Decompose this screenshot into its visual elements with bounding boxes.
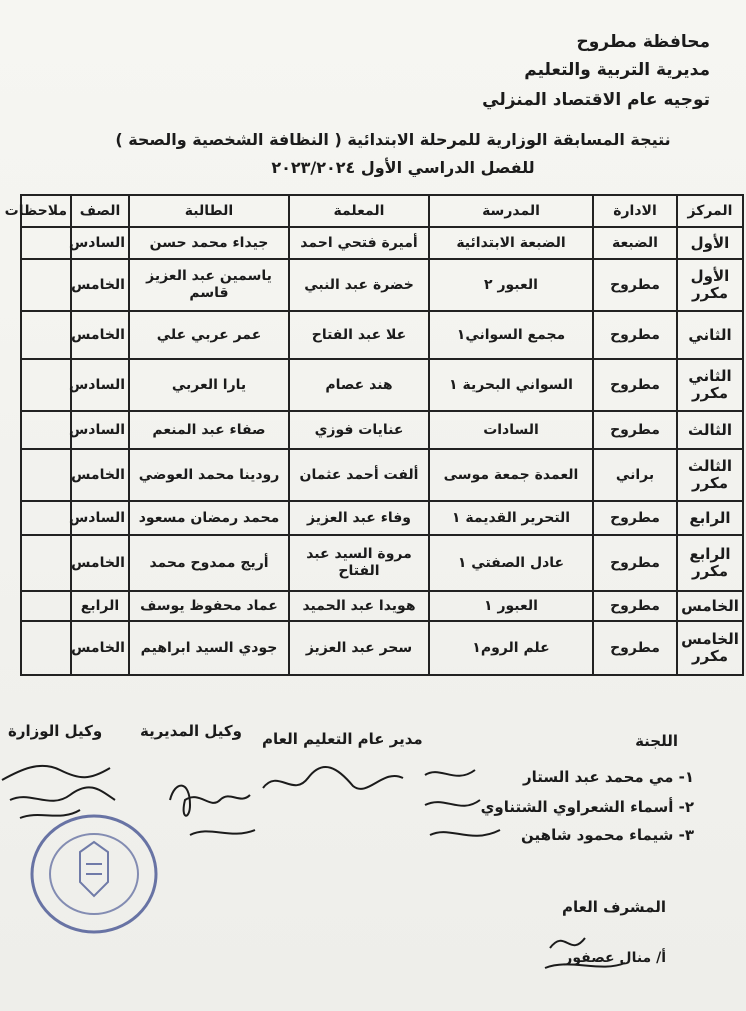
results-table [4,194,744,676]
committee-member-2: ٢- أسماء الشعراوي الشتناوي [480,798,694,816]
cell-admin: مطروح [593,621,677,675]
header-governorate: محافظة مطروح [576,32,710,52]
committee-member-3: ٣- شيماء محمود شاهين [521,826,694,844]
cell-admin: مطروح [593,411,677,449]
col-header-student: الطالبة [129,195,289,227]
cell-student: جودي السيد ابراهيم [129,621,289,675]
cell-rank: الأول مكرر [677,259,743,311]
cell-student: أريج ممدوح محمد [129,535,289,591]
cell-rank: الأول [677,227,743,259]
col-header-school: المدرسة [429,195,593,227]
cell-teacher: هند عصام [289,359,429,411]
cell-teacher: أميرة فتحي احمد [289,227,429,259]
official-stamp-icon [28,812,160,936]
table-row [21,359,743,411]
table-row [21,311,743,359]
header-directorate: مديرية التربية والتعليم [524,60,710,80]
cell-grade: الخامس [71,449,129,501]
cell-school: العبور ١ [429,591,593,621]
general-supervisor-name: أ/ منال عصفور [564,950,666,966]
cell-school: علم الروم١ [429,621,593,675]
label-directorate-deputy: وكيل المديرية [140,722,242,740]
cell-student: عمر عربي علي [129,311,289,359]
label-committee: اللجنة [635,732,678,750]
label-general-supervisor: المشرف العام [562,898,666,916]
cell-grade: الخامس [71,621,129,675]
cell-school: العمدة جمعة موسى [429,449,593,501]
document-subtitle: للفصل الدراسي الأول ٢٠٢٣/٢٠٢٤ [271,158,535,177]
cell-teacher: عنايات فوزي [289,411,429,449]
cell-admin: مطروح [593,359,677,411]
cell-rank: الثالث مكرر [677,449,743,501]
cell-grade: السادس [71,359,129,411]
cell-admin: مطروح [593,311,677,359]
cell-grade: الخامس [71,535,129,591]
cell-grade: الرابع [71,591,129,621]
cell-teacher: خضرة عبد النبي [289,259,429,311]
cell-student: يارا العربي [129,359,289,411]
cell-teacher: وفاء عبد العزيز [289,501,429,535]
cell-grade: السادس [71,501,129,535]
cell-notes [21,591,71,621]
supervisor-signature-icon [540,918,630,978]
label-general-director: مدير عام التعليم العام [262,730,423,748]
label-ministry-deputy: وكيل الوزارة [8,722,103,740]
cell-teacher: هويدا عبد الحميد [289,591,429,621]
col-header-rank: المركز [677,195,743,227]
cell-school: السادات [429,411,593,449]
table-row [21,501,743,535]
committee-signatures-icon [420,760,510,850]
cell-school: العبور ٢ [429,259,593,311]
table-row [21,535,743,591]
table-header-row [21,195,743,227]
cell-admin: الضبعة [593,227,677,259]
cell-notes [21,411,71,449]
header-department: توجيه عام الاقتصاد المنزلي [482,90,710,110]
cell-school: مجمع السواني١ [429,311,593,359]
directorate-deputy-signature-icon [160,760,270,850]
table-row [21,411,743,449]
cell-notes [21,359,71,411]
cell-student: ياسمين عبد العزيز قاسم [129,259,289,311]
table-row [21,591,743,621]
cell-notes [21,621,71,675]
cell-grade: الخامس [71,259,129,311]
cell-rank: الثالث [677,411,743,449]
cell-admin: مطروح [593,591,677,621]
cell-student: جيداء محمد حسن [129,227,289,259]
cell-admin: براني [593,449,677,501]
document-title: نتيجة المسابقة الوزارية للمرحلة الابتدائية ( النظافة الشخصية والصحة ) [115,130,671,149]
cell-notes [21,535,71,591]
cell-student: محمد رمضان مسعود [129,501,289,535]
cell-student: رودينا محمد العوضي [129,449,289,501]
cell-rank: الرابع [677,501,743,535]
cell-rank: الرابع مكرر [677,535,743,591]
cell-notes [21,449,71,501]
cell-notes [21,501,71,535]
table-row [21,259,743,311]
cell-admin: مطروح [593,501,677,535]
committee-member-1: ١- مي محمد عبد الستار [522,768,694,786]
col-header-notes: ملاحظات [21,195,71,227]
cell-notes [21,227,71,259]
cell-grade: السادس [71,227,129,259]
cell-rank: الخامس مكرر [677,621,743,675]
cell-rank: الثاني [677,311,743,359]
cell-school: عادل الصفتي ١ [429,535,593,591]
cell-teacher: ألفت أحمد عثمان [289,449,429,501]
cell-school: التحرير القديمة ١ [429,501,593,535]
cell-grade: الخامس [71,311,129,359]
col-header-teacher: المعلمة [289,195,429,227]
cell-student: صفاء عبد المنعم [129,411,289,449]
cell-rank: الثاني مكرر [677,359,743,411]
table-row [21,449,743,501]
col-header-grade: الصف [71,195,129,227]
cell-rank: الخامس [677,591,743,621]
cell-teacher: علا عبد الفتاح [289,311,429,359]
cell-school: الضبعة الابتدائية [429,227,593,259]
cell-grade: السادس [71,411,129,449]
cell-school: السواني البحرية ١ [429,359,593,411]
cell-admin: مطروح [593,535,677,591]
table-row [21,621,743,675]
general-director-signature-icon [258,748,408,808]
cell-teacher: سحر عبد العزيز [289,621,429,675]
cell-notes [21,259,71,311]
cell-notes [21,311,71,359]
cell-student: عماد محفوظ يوسف [129,591,289,621]
col-header-admin: الادارة [593,195,677,227]
cell-admin: مطروح [593,259,677,311]
table-row [21,227,743,259]
cell-teacher: مروة السيد عبد الفتاح [289,535,429,591]
